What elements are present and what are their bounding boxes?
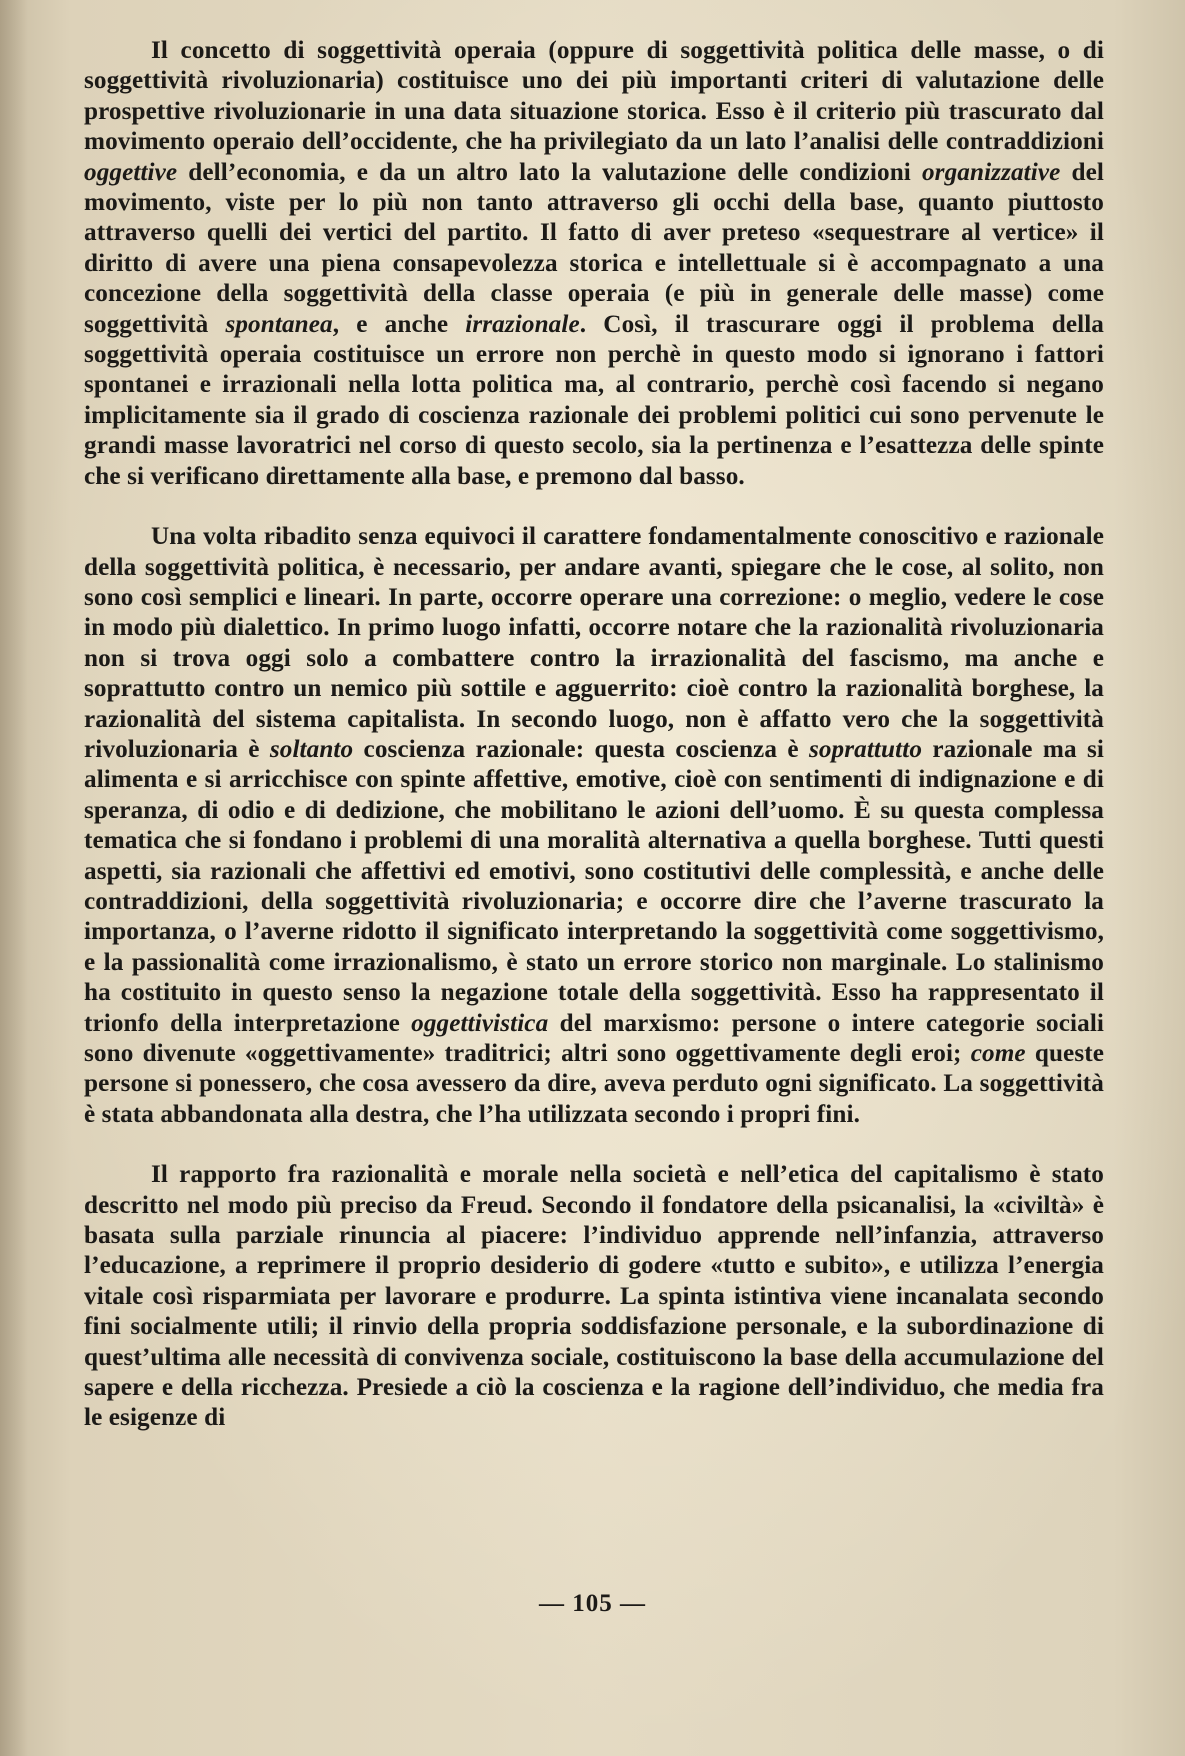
text-run: del movimento, viste per lo più non tanto attraverso gli occhi della base, quanto piuttosto attraverso quelli dei vertici del partito. Il fatto di aver preteso «sequestrare al vertice» il diritto di avere una piena consapevolezza storica e intellettuale si è accompagnato a una concezione della soggettività della classe operaia (e più in generale delle masse) come soggettività — [84, 158, 1104, 338]
text-run: , e anche — [332, 310, 466, 338]
text-run: coscienza razionale: questa coscienza è — [353, 735, 809, 763]
text-run: Il rapporto fra razionalità e morale nella società e nell’etica del capitalismo è stato descritto nel modo più preciso da Freud. Secondo il fondatore della psicanalisi, la «civiltà» è basata sulla parziale rinuncia al piacere: l’individuo apprende nell’infanzia, attraverso l’educazione, a reprimere il proprio desiderio di godere «tutto e subito», e utilizza l’energia vitale così risparmiata per lavorare e produrre. La spinta istintiva viene incanalata secondo fini socialmente utili; il rinvio della propria soddisfazione personale, e la subordinazione di quest’ultima alle necessità di convivenza sociale, costituiscono la base della accumulazione del sapere e della ricchezza. Presiede a ciò la coscienza e la ragione dell’individuo, che media fra le esigenze di — [84, 1161, 1104, 1432]
paragraph — [84, 36, 1104, 492]
paragraph — [84, 1160, 1104, 1434]
paragraph — [84, 522, 1104, 1130]
italic-term: oggettive — [84, 158, 178, 186]
text-run: . Così, il trascurare oggi il problema della soggettività operaia costituisce un errore non perchè in questo modo si ignorano i fattori spontanei e irrazionali nella lotta politica ma, al contrario, perchè così facendo si negano implicitamente sia il grado di coscienza razionale dei problemi politici cui sono pervenute le grandi masse lavoratrici nel corso di questo secolo, sia la pertinenza e l’esattezza delle spinte che si verificano direttamente alla base, e premono dal basso. — [84, 310, 1104, 490]
italic-term: come — [970, 1040, 1026, 1067]
text-run: dell’economia, e da un altro lato la valutazione delle condizioni — [177, 158, 922, 186]
italic-term: organizzative — [921, 158, 1061, 186]
text-run: queste persone si ponessero, che cosa avessero da dire, aveva perduto ogni significato. La soggettività è stata abbandonata alla destra, che l’ha utilizzata secondo i propri fini. — [84, 1040, 1105, 1128]
page-number: — 105 — — [539, 1590, 646, 1617]
text-run: Il concetto di soggettività operaia (oppure di soggettività politica delle masse, o di soggettività rivoluzionaria) costituisce uno dei più importanti criteri di valutazione delle prospettive rivoluzionarie in una data situazione storica. Esso è il criterio più trascurato dal movimento operaio dell’occidente, che ha privilegiato da un lato l’analisi delle contraddizioni — [84, 37, 1104, 156]
italic-term: oggettivistica — [411, 1009, 549, 1037]
body-text — [84, 36, 1104, 1434]
italic-term: irrazionale — [465, 310, 580, 338]
italic-term: spontanea — [225, 310, 333, 338]
text-run: del marxismo: persone o intere categorie sociali sono divenute «oggettivamente» traditrici; altri sono oggettivamente degli eroi; — [84, 1009, 1105, 1067]
text-run: Una volta ribadito senza equivoci il carattere fondamentalmente conoscitivo e razionale della soggettività politica, è necessario, per andare avanti, spiegare che le cose, al solito, non sono così semplici e lineari. In parte, occorre operare una correzione: o meglio, vedere le cose in modo più dialettico. In primo luogo infatti, occorre notare che la razionalità rivoluzionaria non si trova oggi solo a combattere contro la irrazionalità del fascismo, ma anche e soprattutto contro un nemico più sottile e agguerrito: cioè contro la razionalità borghese, la razionalità del sistema capitalista. In secondo luogo, non è affatto vero che la soggettività rivoluzionaria è — [84, 523, 1104, 763]
text-run: razionale ma si alimenta e si arricchisce con spinte affettive, emotive, cioè con sentimenti di indignazione e di speranza, di odio e di dedizione, che mobilitano le azioni dell’uomo. È su questa complessa tematica che si fondano i problemi di una moralità alternativa a quella borghese. Tutti questi aspetti, sia razionali che affettivi ed emotivi, sono costitutivi delle complessità, e anche delle contraddizioni, della soggettività rivoluzionaria; e occorre dire che l’averne trascurato la importanza, o l’averne ridotto il significato interpretando la soggettività come soggettivismo, e la passionalità come irrazionalismo, è stato un errore storico non marginale. Lo stalinismo ha costituito in questo senso la negazione totale della soggettività. Esso ha rappresentato il trionfo della interpretazione — [84, 735, 1104, 1037]
italic-term: soprattutto — [808, 735, 923, 763]
italic-term: soltanto — [269, 735, 354, 763]
